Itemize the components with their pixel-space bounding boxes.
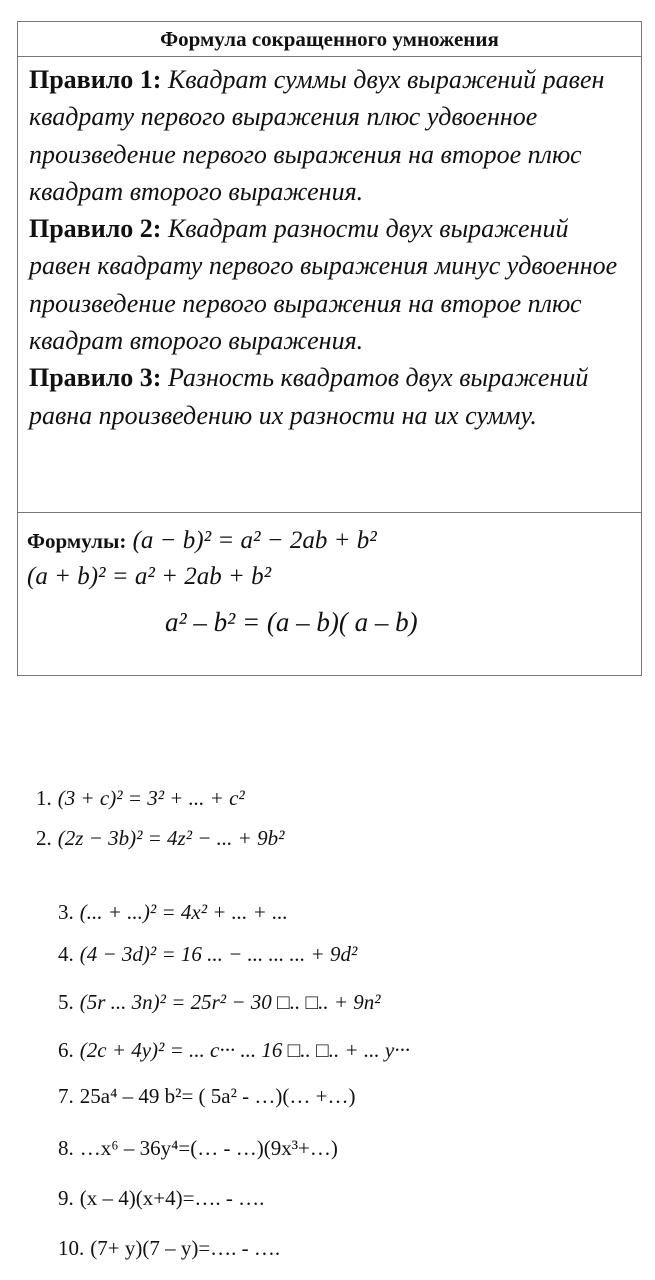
formula-sum-square: (a + b)² = a² + 2ab + b² — [27, 563, 272, 590]
exercise-3: 3. (... + ...)² = 4x² + ... + ... — [58, 900, 288, 924]
formula-difference-of-squares: a² – b² = (a – b)( a – b) — [165, 607, 418, 637]
exercise-10: 10. (7+ y)(7 – y)=…. - …. — [58, 1236, 281, 1260]
rule-3-text: Разность квадратов двух выражений равна произведению их разности на их сумму. — [29, 363, 589, 430]
exercise-2: 2. (2z − 3b)² = 4z² − ... + 9b² — [36, 826, 285, 850]
exercise-7: 7. 25a⁴ – 49 b²= ( 5a² - …)(… +…) — [58, 1084, 356, 1108]
rule-2-label: Правило 2: — [29, 214, 162, 244]
formula-difference-square: (a − b)² = a² − 2ab + b² — [132, 527, 377, 554]
formulas-label: Формулы: — [27, 529, 127, 553]
exercise-9: 9. (x – 4)(x+4)=…. - …. — [58, 1186, 265, 1210]
exercise-6: 6. (2c + 4y)² = ... c··· ... 16 □.. □.. + ... y··· — [58, 1038, 410, 1062]
rule-1-text: Квадрат суммы двух выражений равен квадрату первого выражения плюс удвоенное произведение первого выражения на второе плюс квадрат второго выражения. — [29, 65, 605, 206]
exercise-5: 5. (5r ... 3n)² = 25r² − 30 □.. □.. + 9n² — [58, 990, 381, 1014]
exercise-1: 1. (3 + c)² = 3² + ... + c² — [36, 786, 245, 810]
exercise-8: 8. …x⁶ – 36y⁴=(… - …)(9x³+…) — [58, 1136, 338, 1160]
rule-1-label: Правило 1: — [29, 65, 162, 94]
rule-3-label: Правило 3: — [29, 363, 162, 393]
rule-2-text: Квадрат разности двух выражений равен квадрату первого выражения минус удвоенное произведение первого выражения на второе плюс квадрат второго выражения. — [29, 214, 618, 356]
exercise-4: 4. (4 − 3d)² = 16 ... − ... ... ... + 9d² — [58, 942, 358, 966]
table-title: Формула сокращенного умножения — [160, 26, 499, 51]
